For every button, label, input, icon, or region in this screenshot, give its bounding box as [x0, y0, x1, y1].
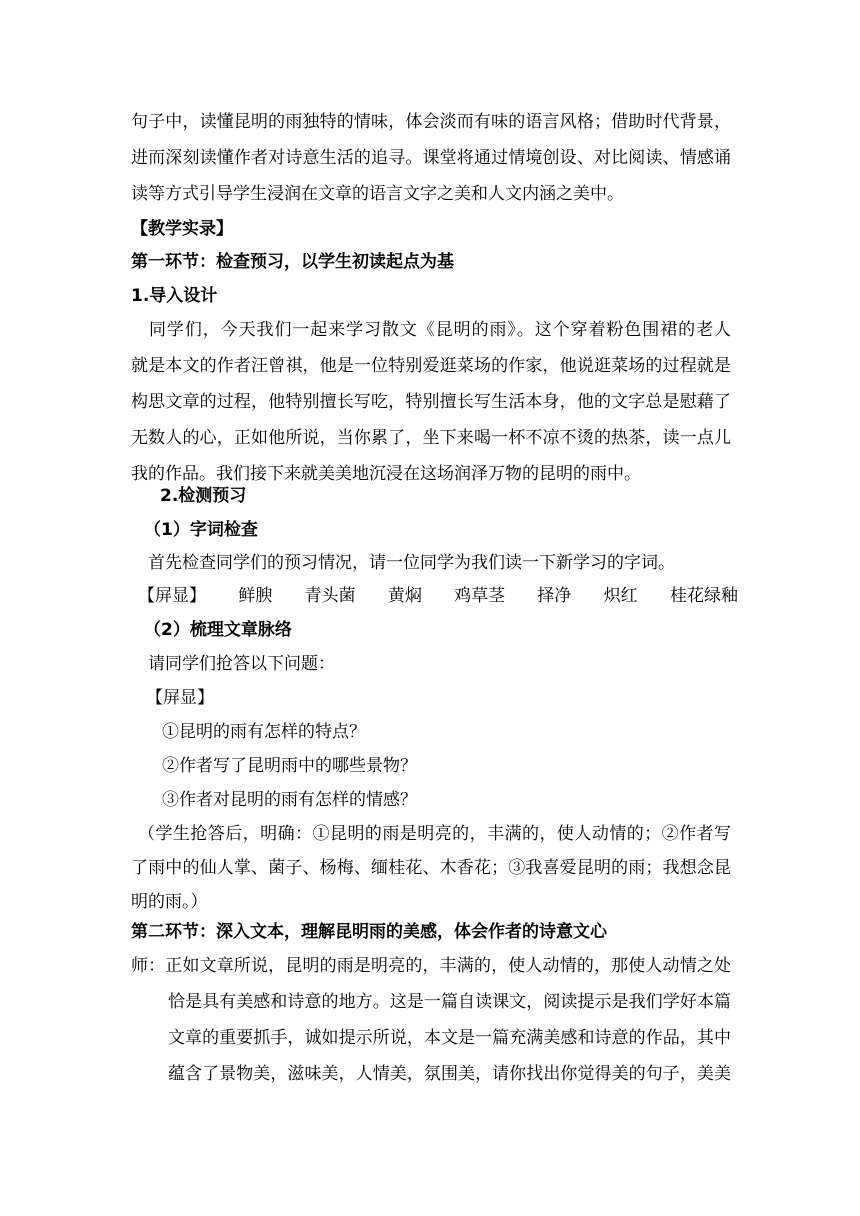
sub1-line-3: 构思文章的过程，他特别擅长写吃，特别擅长写生活本身，他的文字总是慰藉了 — [131, 392, 731, 412]
sub1-line-4: 无数人的心，正如他所说，当你累了，坐下来喝一杯不凉不烫的热茶，读一点儿 — [131, 428, 731, 448]
intro-line-1: 句子中，读懂昆明的雨独特的情味，体会淡而有味的语言风格；借助时代背景， — [131, 112, 731, 132]
vocab-word: 黄焖 — [387, 586, 422, 606]
question-1: ①昆明的雨有怎样的特点？ — [162, 722, 366, 742]
screen-label: 【屏显】 — [138, 586, 206, 606]
vocab-word: 择净 — [537, 586, 572, 606]
screen-label-2: 【屏显】 — [146, 688, 214, 708]
section1-sub2-title: 2.检测预习 — [160, 486, 247, 506]
answer-line-1: （学生抢答后，明确：①昆明的雨是明亮的，丰满的，使人动情的；②作者写 — [138, 824, 731, 844]
answer-line-2: 了雨中的仙人掌、菌子、杨梅、缅桂花、木香花；③我喜爱昆明的雨；我想念昆 — [131, 858, 731, 878]
section1-heading: 第一环节：检查预习，以学生初读起点为基 — [131, 252, 454, 272]
section1-sub2-2-title: （2）梳理文章脉络 — [144, 620, 292, 640]
quiz-prompt: 请同学们抢答以下问题： — [148, 654, 335, 674]
teacher-line-3: 文章的重要抓手，诚如提示所说，本文是一篇充满美感和诗意的作品，其中 — [168, 1028, 731, 1048]
sub1-line-1: 同学们，今天我们一起来学习散文《昆明的雨》。这个穿着粉色围裙的老人 — [149, 320, 731, 340]
record-heading: 【教学实录】 — [131, 219, 233, 239]
vocab-word: 炽红 — [603, 586, 638, 606]
vocab-row — [138, 584, 738, 608]
vocab-word: 青头菌 — [304, 586, 356, 606]
vocab-check-text: 首先检查同学们的预习情况，请一位同学为我们读一下新学习的字词。 — [148, 553, 675, 573]
answer-line-3: 明的雨。） — [131, 892, 208, 912]
vocab-word: 桂花绿釉 — [669, 586, 738, 606]
intro-line-3: 读等方式引导学生浸润在文章的语言文字之美和人文内涵之美中。 — [131, 184, 624, 204]
section2-heading: 第二环节：深入文本，理解昆明雨的美感，体会作者的诗意文心 — [131, 922, 607, 942]
sub1-line-5: 我的作品。我们接下来就美美地沉浸在这场润泽万物的昆明的雨中。 — [131, 464, 641, 484]
section1-sub2-1-title: （1）字词检查 — [144, 520, 258, 540]
question-2: ②作者写了昆明雨中的哪些景物？ — [162, 756, 417, 776]
intro-line-2: 进而深刻读懂作者对诗意生活的追寻。课堂将通过情境创设、对比阅读、情感诵 — [131, 148, 731, 168]
teacher-line-4: 蕴含了景物美，滋味美，人情美，氛围美，请你找出你觉得美的句子，美美 — [168, 1064, 731, 1084]
vocab-word: 鸡草茎 — [454, 586, 506, 606]
question-3: ③作者对昆明的雨有怎样的情感？ — [162, 790, 417, 810]
sub1-line-2: 就是本文的作者汪曾祺，他是一位特别爱逛菜场的作家，他说逛菜场的过程就是 — [131, 356, 731, 376]
teacher-line-2: 恰是具有美感和诗意的地方。这是一篇自读课文，阅读提示是我们学好本篇 — [168, 992, 731, 1012]
vocab-word: 鲜腴 — [238, 586, 273, 606]
teacher-line-1: 师：正如文章所说，昆明的雨是明亮的，丰满的，使人动情的，那使人动情之处 — [131, 956, 731, 976]
section1-sub1-title: 1.导入设计 — [131, 286, 218, 306]
